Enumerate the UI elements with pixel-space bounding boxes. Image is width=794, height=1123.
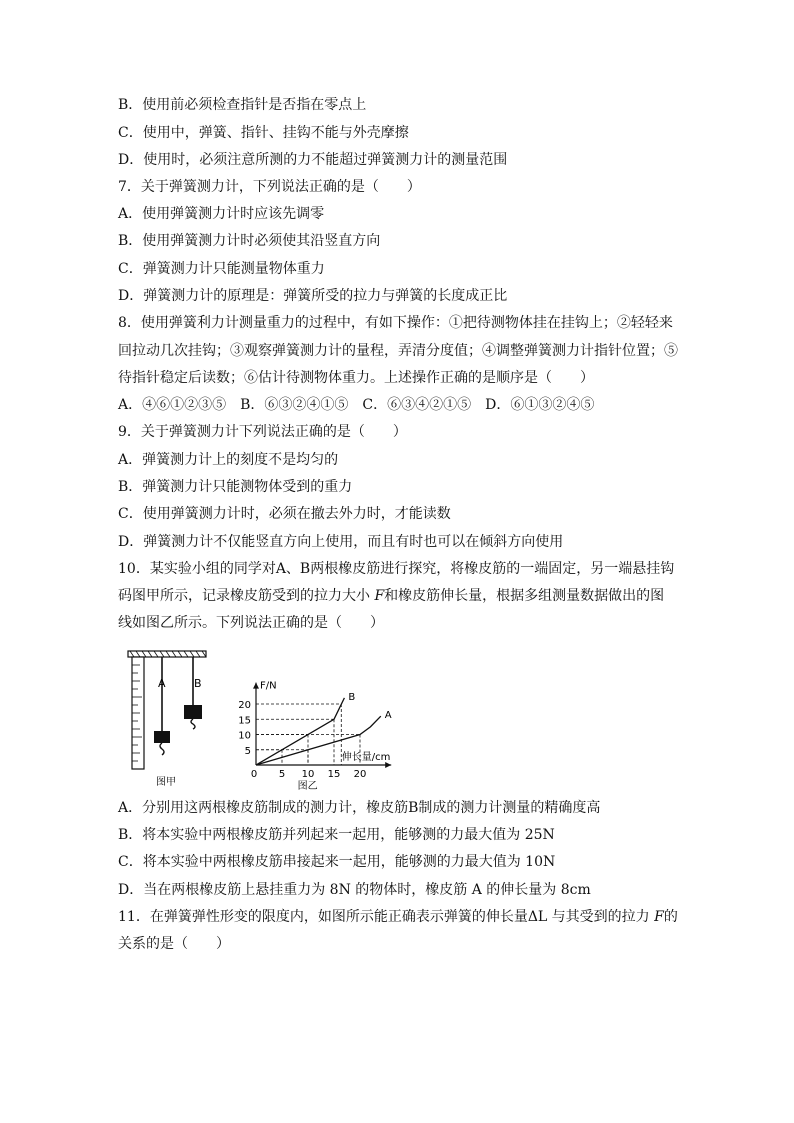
x-tick-label-5: 5 bbox=[278, 769, 286, 780]
q9-option-a: A．弹簧测力计上的刻度不是均匀的 bbox=[118, 452, 339, 468]
q7-option-b: B．使用弹簧测力计时必须使其沿竖直方向 bbox=[118, 233, 381, 249]
series-label-A: A bbox=[384, 710, 392, 722]
q10-stem-line2 bbox=[118, 587, 664, 605]
x-axis-label: 伸长量/cm bbox=[341, 752, 391, 763]
x-tick-label-10: 10 bbox=[301, 769, 315, 780]
q7-stem: 7．关于弹簧测力计，下列说法正确的是（ ） bbox=[118, 179, 421, 195]
q11-stem-part2: 的 bbox=[663, 909, 678, 925]
q11-stem-line1 bbox=[118, 908, 678, 926]
q9-stem: 9．关于弹簧测力计下列说法正确的是（ ） bbox=[118, 424, 407, 440]
figure-b-chart bbox=[118, 647, 418, 792]
q10-stem-line1: 10．某实验小组的同学对A、B两根橡皮筋进行探究，将橡皮筋的一端固定，另一端悬挂钩 bbox=[118, 561, 675, 577]
q11-stem-line2: 关系的是（ ） bbox=[118, 936, 230, 952]
q7-option-c: C．弹簧测力计只能测量物体重力 bbox=[118, 261, 325, 277]
q10-stem-line3: 线如图乙所示。下列说法正确的是（ ） bbox=[118, 615, 384, 631]
q7-option-d: D．弹簧测力计的原理是：弹簧所受的拉力与弹簧的长度成正比 bbox=[118, 288, 508, 304]
origin-label: 0 bbox=[250, 769, 258, 780]
q10-figures bbox=[118, 647, 418, 792]
q8-stem-line1: 8．使用弹簧利力计测量重力的过程中，有如下操作：①把待测物体挂在挂钩上；②轻轻来 bbox=[118, 315, 673, 331]
y-tick-label-10: 10 bbox=[238, 730, 251, 742]
q10-force-symbol: F bbox=[374, 588, 385, 604]
x-tick-label-20: 20 bbox=[353, 769, 367, 780]
figure-a-caption: 图甲 bbox=[156, 777, 176, 788]
figure-b-caption: 图乙 bbox=[297, 781, 318, 792]
x-tick-label-15: 15 bbox=[327, 769, 341, 780]
q8-stem-line3: 待指针稳定后读数；⑥估计待测物体重力。上述操作正确的是顺序是（ ） bbox=[118, 370, 594, 386]
y-tick-label-20: 20 bbox=[238, 700, 251, 711]
y-axis-label: F/N bbox=[260, 680, 277, 692]
q6-option-d: D．使用时，必须注意所测的力不能超过弹簧测力计的测量范围 bbox=[118, 152, 508, 168]
q9-option-c: C．使用弹簧测力计时，必须在撤去外力时，才能读数 bbox=[118, 506, 451, 522]
q9-option-b: B．弹簧测力计只能测物体受到的重力 bbox=[118, 479, 353, 495]
series-label-B: B bbox=[348, 691, 356, 703]
q10-stem-line2-part1: 码图甲所示，记录橡皮筋受到的拉力大小 bbox=[118, 588, 375, 604]
rubber-band-a-label: A bbox=[158, 677, 166, 690]
q10-option-c: C．将本实验中两根橡皮筋串接起来一起用，能够测的力最大值为 10N bbox=[118, 854, 556, 870]
q9-option-d: D．弹簧测力计不仅能竖直方向上使用，而且有时也可以在倾斜方向使用 bbox=[118, 534, 564, 550]
q10-option-b: B．将本实验中两根橡皮筋并列起来一起用，能够测的力最大值为 25N bbox=[118, 827, 555, 843]
rubber-band-b-label: B bbox=[194, 677, 202, 690]
q10-option-a: A．分别用这两根橡皮筋制成的测力计，橡皮筋B制成的测力计测量的精确度高 bbox=[118, 800, 601, 816]
q8-stem-line2: 回拉动几次挂钩；③观察弹簧测力计的量程，弄清分度值；④调整弹簧测力计指针位置；⑤ bbox=[118, 343, 678, 359]
q11-stem-part1: 11．在弹簧弹性形变的限度内，如图所示能正确表示弹簧的伸长量ΔL 与其受到的拉力 bbox=[118, 909, 655, 925]
y-tick-label-15: 15 bbox=[238, 715, 251, 727]
series-line-B bbox=[256, 698, 344, 765]
q10-stem-line2-part2: 和橡皮筋伸长量，根据多组测量数据做出的图 bbox=[384, 588, 665, 604]
q6-option-c: C．使用中，弹簧、指针、挂钩不能与外壳摩擦 bbox=[118, 125, 409, 141]
y-axis-arrow bbox=[253, 683, 259, 689]
y-tick-label-5: 5 bbox=[244, 745, 251, 757]
q10-option-d: D．当在两根橡皮筋上悬挂重力为 8N 的物体时，橡皮筋 A 的伸长量为 8cm bbox=[118, 882, 591, 898]
q7-option-a: A．使用弹簧测力计时应该先调零 bbox=[118, 206, 325, 222]
q8-options: A．④⑥①②③⑤ B．⑥③②④①⑤ C．⑥③④②①⑤ D．⑥①③②④⑤ bbox=[118, 397, 595, 413]
q11-force-symbol: F bbox=[654, 909, 664, 925]
q6-option-b: B．使用前必须检查指针是否指在零点上 bbox=[118, 97, 367, 113]
